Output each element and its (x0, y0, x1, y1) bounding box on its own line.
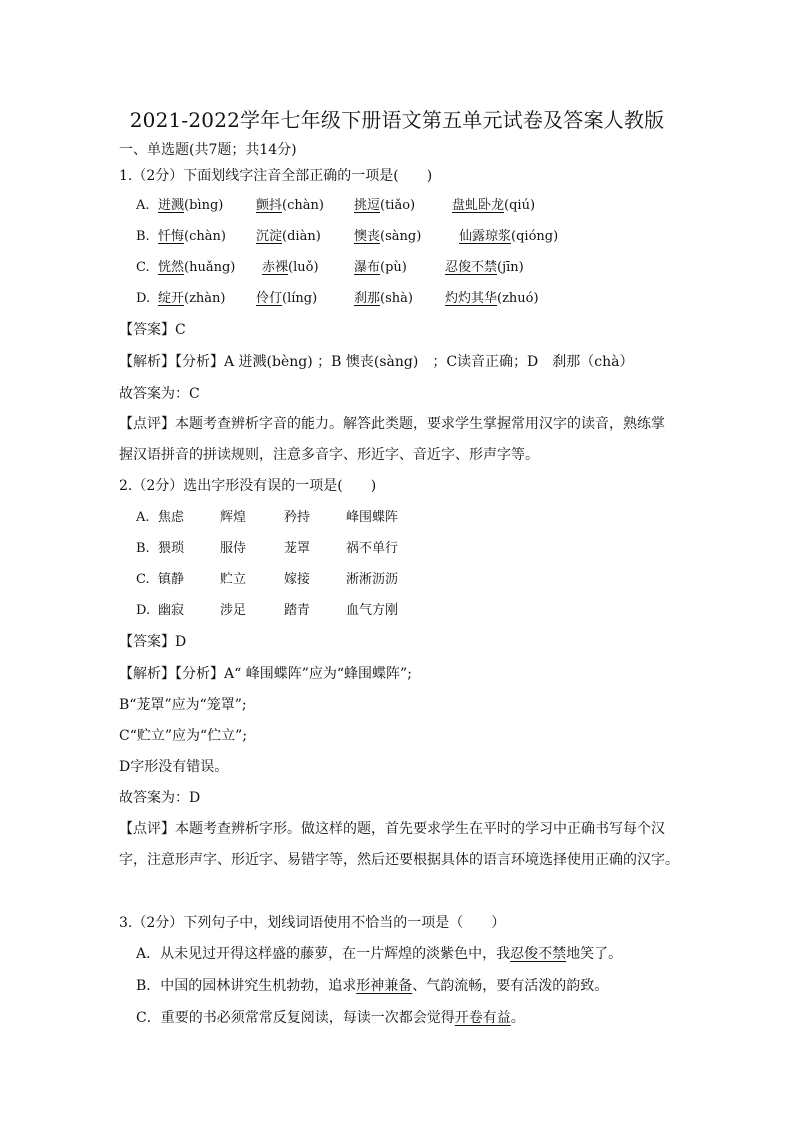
underlined-phrase: 忍俊不禁 (510, 946, 567, 962)
option-item: 服侍 (220, 541, 247, 556)
option-letter: A. (136, 510, 150, 525)
option-item: 懊丧(sàng) (354, 229, 422, 244)
q3-option-b (136, 976, 706, 996)
q2-stem: 2.（2分）选出字形没有误的一项是( ) (119, 478, 377, 494)
option-text: C．重要的书必须常常反复阅读，每读一次都会觉得 (136, 1010, 455, 1026)
q2-analysis: 【解析】【分析】A“ 峰围蝶阵”应为“蜂围蝶阵”; (119, 666, 412, 682)
option-letter: D. (136, 603, 151, 618)
option-text: 、气韵流畅，要有活泼的韵致。 (412, 978, 609, 994)
option-item: 忍俊不禁(jīn) (445, 260, 524, 275)
option-item: 涉足 (220, 603, 247, 618)
option-item: 贮立 (220, 572, 247, 587)
q3-option-a (136, 944, 706, 964)
option-item: 恍然(huǎng) (158, 260, 236, 275)
q1-stem: 1.（2分）下面划线字注音全部正确的一项是( ) (119, 168, 433, 184)
option-item: 盘虬卧龙(qiú) (452, 198, 536, 213)
page-title: 2021-2022学年七年级下册语文第五单元试卷及答案人教版 (129, 108, 665, 132)
option-letter: A. (136, 198, 150, 213)
underlined-phrase: 形神兼备 (356, 978, 413, 994)
option-item: 茏罩 (284, 541, 311, 556)
option-item: 迸溅(bìng) (158, 198, 224, 213)
option-text: A．从未见过开得这样盛的藤萝，在一片辉煌的淡紫色中，我 (136, 946, 511, 962)
option-item: 赤裸(luǒ) (262, 260, 319, 275)
q1-comment-line1: 【点评】本题考查辨析字音的能力。解答此类题，要求学生掌握常用汉字的读音，熟练掌 (119, 416, 665, 432)
q2-comment-line1: 【点评】本题考查辨析字形。做这样的题，首先要求学生在平时的学习中正确书写每个汉 (119, 821, 665, 837)
q2-note-c: C“贮立”应为“伫立”; (119, 728, 248, 744)
q2-answer: 【答案】D (119, 634, 187, 650)
q2-comment-line2: 字，注意形声字、形近字、易错字等，然后还要根据具体的语言环境选择使用正确的汉字。 (119, 852, 679, 868)
q2-note-d: D字形没有错误。 (119, 759, 229, 775)
option-text: 。 (510, 1010, 525, 1026)
option-item: 血气方刚 (346, 603, 399, 618)
option-text: 地笑了。 (566, 946, 623, 962)
option-item: 淅淅沥沥 (346, 572, 399, 587)
option-item: 镇静 (158, 572, 185, 587)
option-letter: B. (136, 229, 150, 244)
q2-conclusion: 故答案为：D (119, 790, 201, 806)
option-item: 瀑布(pù) (354, 260, 407, 275)
option-item: 绽开(zhàn) (158, 291, 226, 306)
option-item: 猥琐 (158, 541, 185, 556)
q1-answer: 【答案】C (119, 322, 186, 338)
q3-stem: 3.（2分）下列句子中，划线词语使用不恰当的一项是（ ） (119, 915, 506, 931)
q2-note-b: B“茏罩”应为“笼罩”; (119, 697, 247, 713)
option-item: 仙露琼浆(qióng) (459, 229, 559, 244)
option-letter: D. (136, 291, 151, 306)
option-item: 幽寂 (158, 603, 185, 618)
option-item: 伶仃(líng) (256, 291, 318, 306)
option-item: 挑逗(tiǎo) (354, 198, 416, 213)
option-text: B．中国的园林讲究生机勃勃，追求 (136, 978, 357, 994)
option-item: 辉煌 (220, 510, 247, 525)
q1-conclusion: 故答案为：C (119, 386, 200, 402)
option-letter: C. (136, 260, 150, 275)
option-item: 刹那(shà) (354, 291, 413, 306)
q3-option-c (136, 1008, 706, 1028)
option-item: 沉淀(diàn) (256, 229, 321, 244)
option-letter: C. (136, 572, 150, 587)
option-letter: B. (136, 541, 150, 556)
q1-comment-line2: 握汉语拼音的拼读规则，注意多音字、形近字、音近字、形声字等。 (119, 447, 539, 463)
option-item: 颤抖(chàn) (256, 198, 324, 213)
option-item: 祸不单行 (346, 541, 399, 556)
option-item: 嫁接 (284, 572, 311, 587)
section-heading: 一、单选题(共7题；共14分) (119, 142, 297, 158)
underlined-phrase: 开卷有益 (454, 1010, 511, 1026)
option-item: 灼灼其华(zhuó) (445, 291, 539, 306)
q1-analysis: 【解析】【分析】A 迸溅(bèng) ；B 懊丧(sàng) ；C读音正确；D 刹那（chà） (119, 354, 634, 370)
option-item: 焦虑 (158, 510, 185, 525)
option-item: 峰围蝶阵 (346, 510, 399, 525)
option-item: 踏青 (284, 603, 311, 618)
option-item: 忏悔(chàn) (158, 229, 226, 244)
option-item: 矜持 (284, 510, 311, 525)
